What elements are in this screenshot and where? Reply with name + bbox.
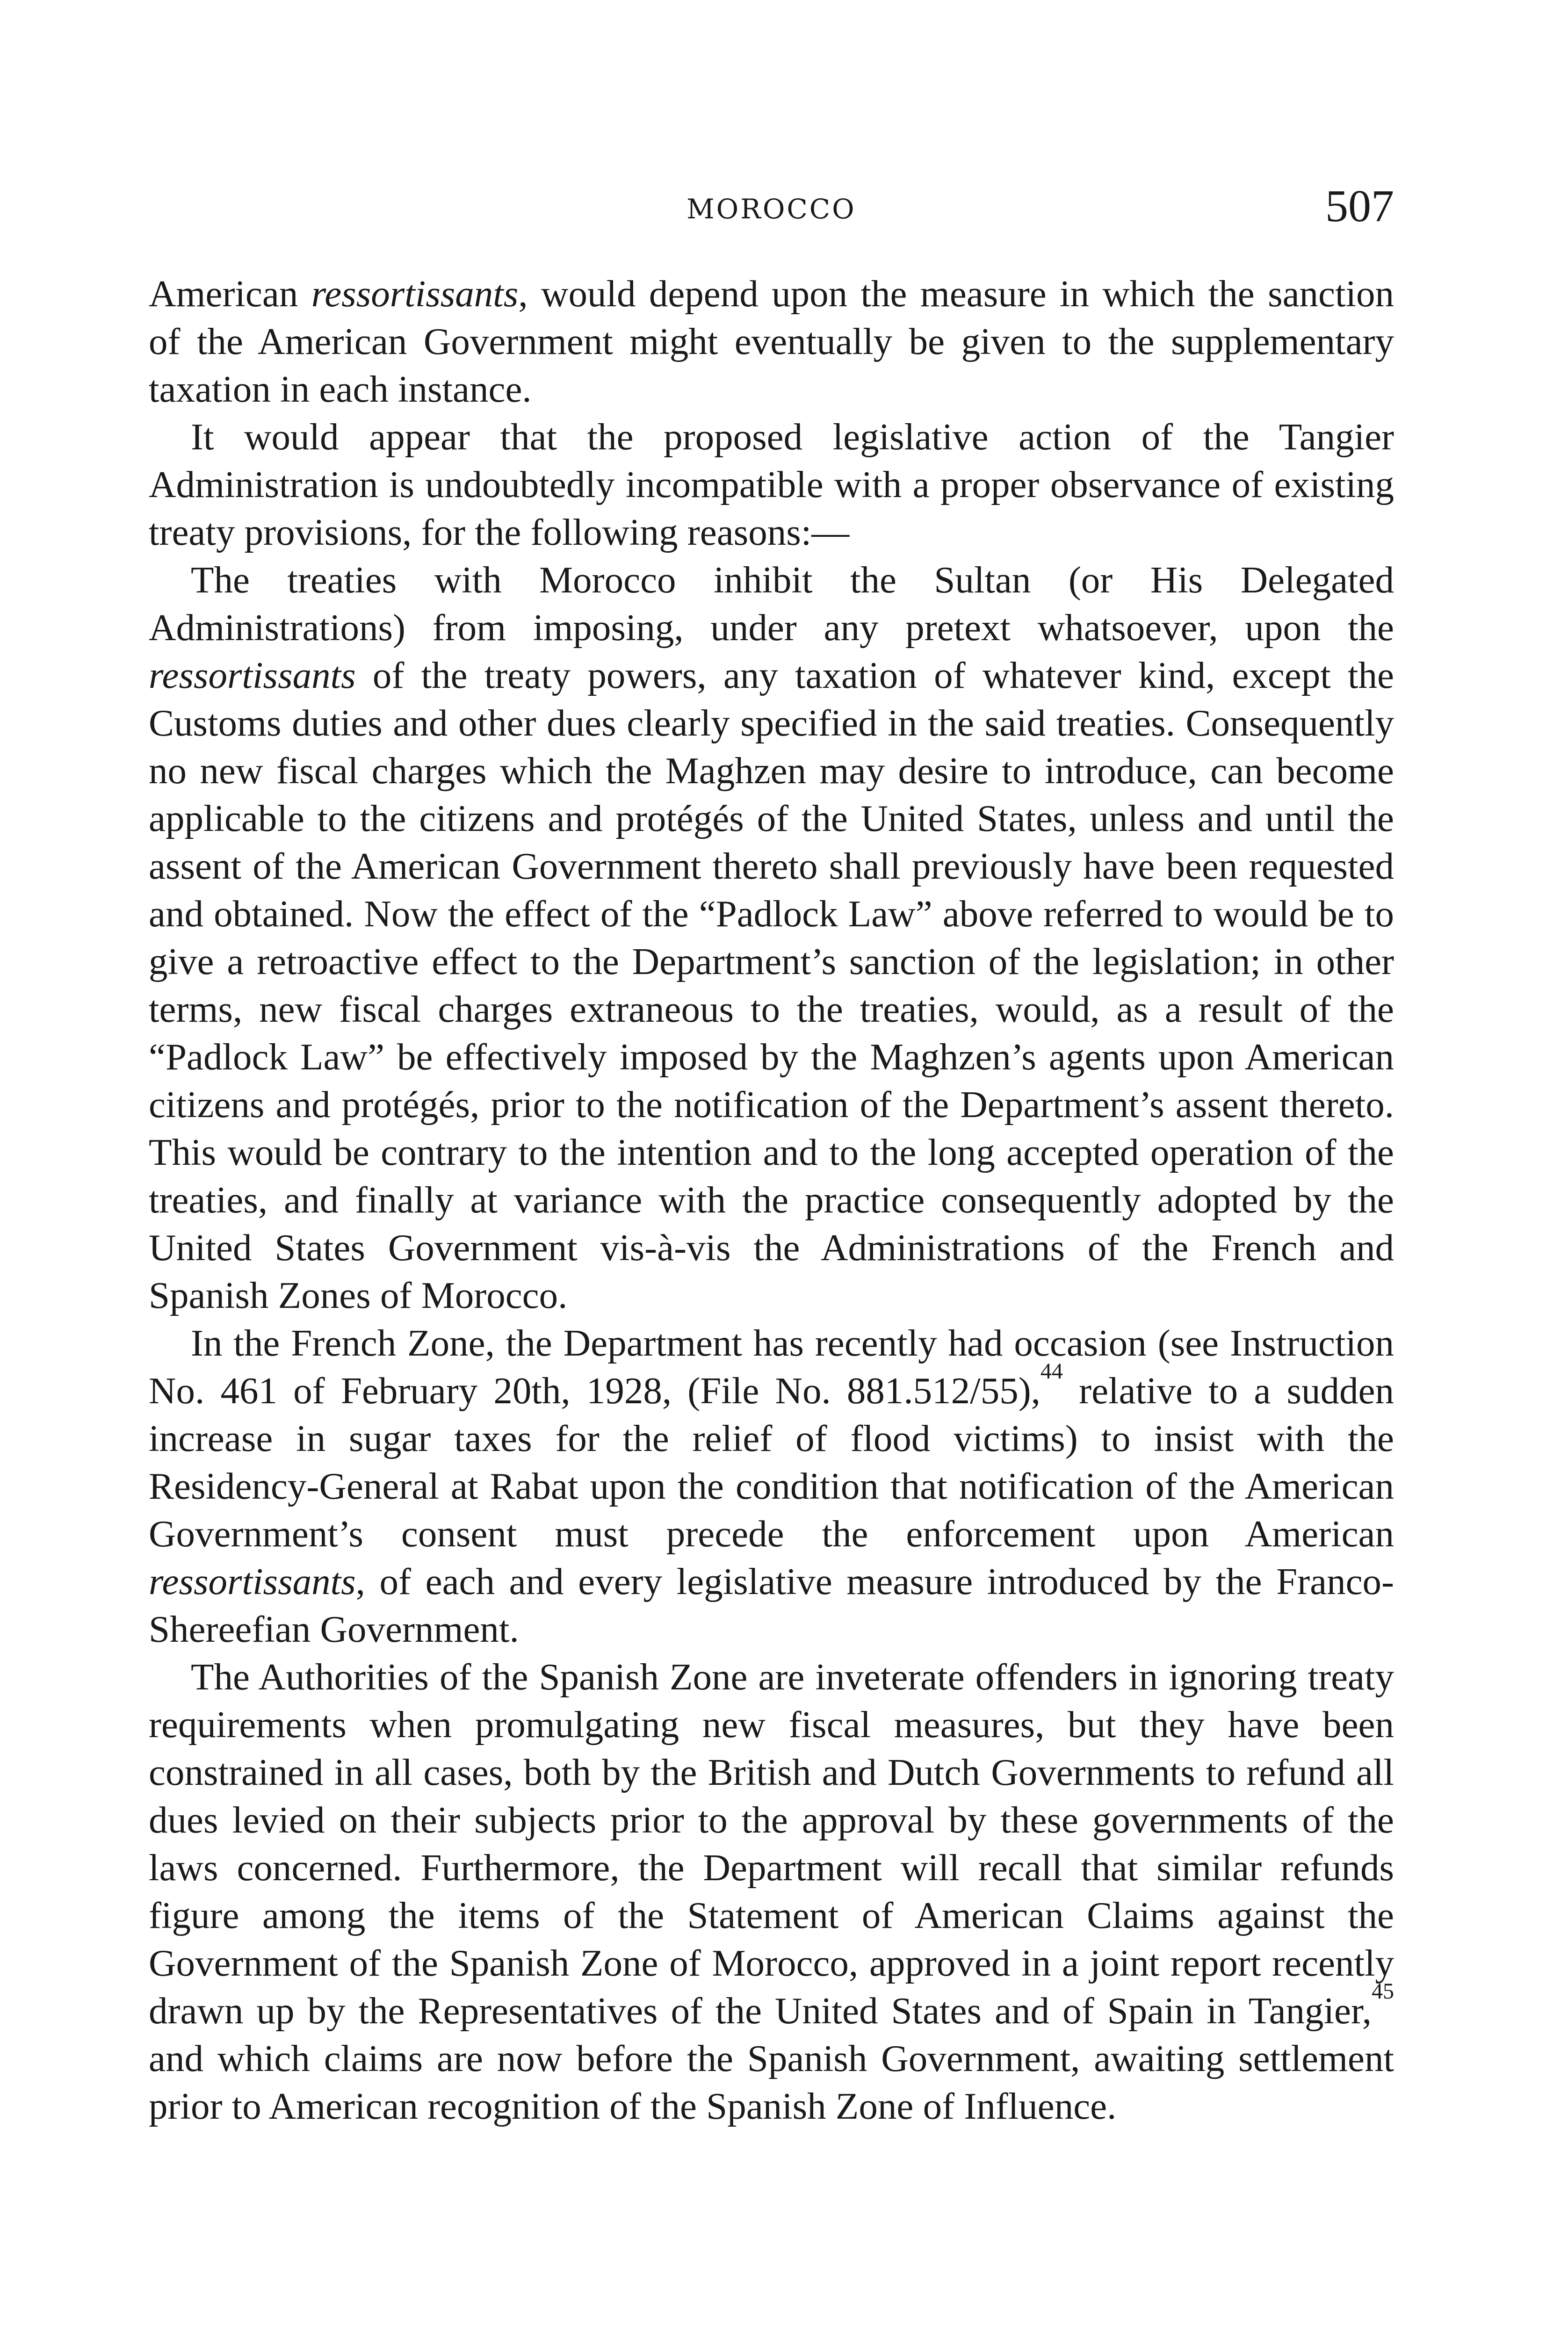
paragraph-p1	[149, 270, 1394, 413]
text-run: relative to a sudden increase in sugar taxes for the relief of flood victims) to insist with the Residency-General at Rabat upon the condition that notification of the American Government’s consent must precede the enforcement upon American	[149, 1370, 1394, 1555]
text-run: and which claims are now before the Spanish Government, awaiting settlement prior to American recognition of the Spanish Zone of Influence.	[149, 2037, 1394, 2127]
footnote-reference: 44	[1040, 1359, 1063, 1384]
paragraph-p2	[149, 413, 1394, 556]
italic-term: ressortissants	[149, 654, 356, 696]
paragraph-p3	[149, 556, 1394, 1319]
paragraph-p4	[149, 1319, 1394, 1653]
page-number: 507	[1325, 181, 1394, 231]
text-run: American	[149, 273, 311, 315]
text-run: The Authorities of the Spanish Zone are inveterate offenders in ignoring treaty requirements when promulgating new fiscal measures, but they have been constrained in all cases, both by the British and Dutch Governments to refund all dues levied on their subjects prior to the approval by these governments of the laws concerned. Furthermore, the Department will recall that similar refunds figure among the items of the Statement of American Claims against the Government of the Spanish Zone of Morocco, approved in a joint report recently drawn up by the Representatives of the United States and of Spain in Tangier,	[149, 1656, 1394, 2032]
text-run: The treaties with Morocco inhibit the Sultan (or His Delegated Administrations) from imposing, under any pretext whatsoever, upon the	[149, 559, 1394, 649]
footnote-reference: 45	[1372, 1979, 1394, 2004]
text-run: It would appear that the proposed legislative action of the Tangier Administration is undoubtedly incompatible with a proper observance of existing treaty provisions, for the following reasons:—	[149, 416, 1394, 553]
italic-term: ressortissants	[149, 1560, 356, 1602]
italic-term: ressortissants	[311, 273, 519, 315]
text-run: , would depend upon the measure in which the sanction of the American Government might eventually be given to the supplementary taxation in each instance.	[149, 273, 1395, 410]
text-run: of the treaty powers, any taxation of whatever kind, except the Customs duties and other dues clearly specified in the said treaties. Consequently no new fiscal charges which the Maghzen may desire to introduce, can become applicable to the citizens and protégés of the United States, unless and until the assent of the American Government thereto shall previously have been requested and obtained. Now the effect of the “Padlock Law” above referred to would be to give a retroactive effect to the Department’s sanction of the legislation; in other terms, new fiscal charges extraneous to the treaties, would, as a result of the “Padlock Law” be effectively imposed by the Maghzen’s agents upon American citizens and protégés, prior to the notification of the Department’s assent thereto. This would be contrary to the intention and to the long accepted operation of the treaties, and finally at variance with the practice consequently adopted by the United States Government vis-à-vis the Administrations of the French and Spanish Zones of Morocco.	[149, 654, 1394, 1316]
running-title: MOROCCO	[686, 193, 856, 225]
body-text	[149, 270, 1394, 2130]
running-head	[149, 180, 1394, 236]
text-run: In the French Zone, the Department has recently had occasion (see Instruction No. 461 of February 20th, 1928, (File No. 881.512/55),	[149, 1322, 1394, 1412]
paragraph-p5	[149, 1653, 1394, 2130]
text-run: , of each and every legislative measure introduced by the Franco-Shereefian Government.	[149, 1560, 1394, 1650]
